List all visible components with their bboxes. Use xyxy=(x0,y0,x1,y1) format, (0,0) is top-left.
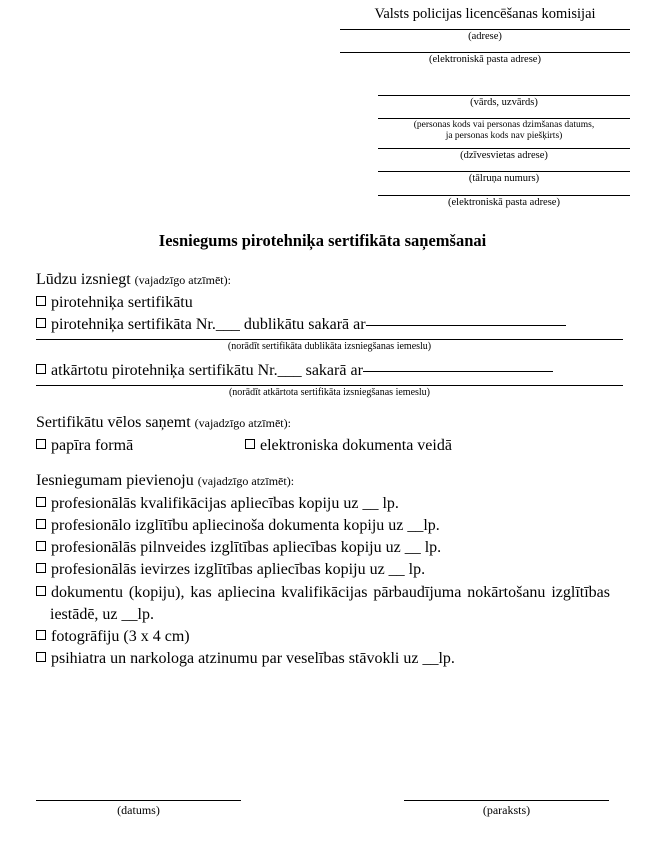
phone-field-rule xyxy=(378,171,630,172)
signature-caption: (paraksts) xyxy=(482,803,531,817)
applicant-email-field-rule xyxy=(378,195,630,196)
repeat-reason-input[interactable] xyxy=(363,371,553,372)
attachment-item-label: profesionālās ievirzes izglītības apliecības kopiju uz __ lp. xyxy=(51,561,426,579)
attachment-item-label: profesionālās pilnveides izglītības apliecības kopiju uz __ lp. xyxy=(51,539,442,557)
attachments-intro xyxy=(36,470,623,491)
request-option-duplicate[interactable] xyxy=(36,314,623,336)
receive-option-paper[interactable] xyxy=(36,435,241,457)
residence-field-rule xyxy=(378,148,630,149)
checkbox-icon[interactable] xyxy=(36,364,46,374)
address-field-rule xyxy=(340,29,630,30)
name-field-caption: (vārds, uzvārds) xyxy=(470,96,538,108)
checkbox-icon[interactable] xyxy=(36,296,46,306)
receive-intro xyxy=(36,412,623,433)
page-title: Iesniegums pirotehniķa sertifikāta saņemšanai xyxy=(158,230,487,250)
attachment-item[interactable] xyxy=(36,515,623,537)
name-field-rule xyxy=(378,95,630,96)
attachment-item-label: profesionālās kvalifikācijas apliecības kopiju uz __ lp. xyxy=(51,495,399,513)
receive-intro-note: (vajadzīgo atzīmēt): xyxy=(194,415,291,430)
email-field-caption: (elektroniskā pasta adrese) xyxy=(429,54,541,66)
signature-line[interactable] xyxy=(404,800,609,801)
applicant-email-field-caption: (elektroniskā pasta adrese) xyxy=(448,196,560,208)
repeat-reason-rule[interactable] xyxy=(36,385,623,386)
attachments-intro-main: Iesniegumam pievienoju xyxy=(36,472,194,490)
attachment-item[interactable] xyxy=(36,582,610,626)
personal-code-field-caption: (personas kods vai personas dzimšanas datums, ja personas kods nav piešķirts) xyxy=(413,119,595,141)
request-option-certificate[interactable] xyxy=(36,292,623,314)
attachment-item[interactable] xyxy=(36,493,623,515)
request-option-duplicate-label: pirotehniķa sertifikāta Nr.___ dublikātu sakarā ar xyxy=(51,315,366,333)
receive-option-electronic[interactable] xyxy=(245,437,452,454)
request-intro xyxy=(36,269,623,290)
date-caption: (datums) xyxy=(117,803,160,817)
attachment-item[interactable] xyxy=(36,537,623,559)
attachment-item[interactable] xyxy=(36,626,623,648)
checkbox-icon[interactable] xyxy=(36,519,46,529)
receive-intro-main: Sertifikātu vēlos saņemt xyxy=(36,413,191,431)
attachment-item[interactable] xyxy=(36,648,623,670)
personal-code-field-rule xyxy=(378,118,630,119)
checkbox-icon[interactable] xyxy=(245,439,255,449)
header-spacer xyxy=(340,76,630,95)
checkbox-icon[interactable] xyxy=(36,497,46,507)
checkbox-icon[interactable] xyxy=(36,630,46,640)
residence-field-caption: (dzīvesvietas adrese) xyxy=(460,150,548,162)
checkbox-icon[interactable] xyxy=(36,563,46,573)
attachments-intro-note: (vajadzīgo atzīmēt): xyxy=(197,474,295,489)
receive-option-electronic-label: elektroniska dokumenta veidā xyxy=(260,437,452,455)
receive-option-paper-label: papīra formā xyxy=(51,437,134,455)
repeat-reason-caption: (norādīt atkārtota sertifikāta izsniegšanas iemeslu) xyxy=(228,386,431,398)
header-block xyxy=(340,0,630,209)
attachment-item-label: dokumentu (kopiju), kas apliecina kvalifikācijas pārbaudījuma nokārtošanu izglītības iestādē, uz __lp. xyxy=(50,583,610,623)
duplicate-reason-rule[interactable] xyxy=(36,339,623,340)
attachment-item-label: psihiatra un narkologa atzinumu par veselības stāvokli uz __lp. xyxy=(51,649,455,667)
receive-options-row xyxy=(36,435,623,457)
request-intro-main: Lūdzu izsniegt xyxy=(36,270,131,288)
email-field-rule xyxy=(340,52,630,53)
checkbox-icon[interactable] xyxy=(36,439,46,449)
request-option-repeat-label: atkārtotu pirotehniķa sertifikātu Nr.___ sakarā ar xyxy=(51,361,363,379)
checkbox-icon[interactable] xyxy=(36,318,46,328)
date-line[interactable] xyxy=(36,800,241,801)
attachment-item-label: fotogrāfiju (3 x 4 cm) xyxy=(51,627,190,645)
phone-field-caption: (tālruņa numurs) xyxy=(468,173,540,185)
checkbox-icon[interactable] xyxy=(36,652,46,662)
addressee-line: Valsts policijas licencēšanas komisijai xyxy=(374,6,596,22)
date-field[interactable] xyxy=(36,800,241,818)
duplicate-reason-input[interactable] xyxy=(366,325,566,326)
request-intro-note: (vajadzīgo atzīmēt): xyxy=(134,272,231,287)
address-field-caption: (adrese) xyxy=(468,31,502,43)
document-body xyxy=(0,269,645,670)
request-option-repeat[interactable] xyxy=(36,360,623,382)
checkbox-icon[interactable] xyxy=(36,541,46,551)
duplicate-reason-caption: (norādīt sertifikāta dublikāta izsniegšanas iemeslu) xyxy=(227,340,432,352)
signature-field[interactable] xyxy=(404,800,609,818)
attachment-item[interactable] xyxy=(36,559,623,581)
signature-row xyxy=(36,800,609,818)
spacer xyxy=(36,457,623,470)
request-option-certificate-label: pirotehniķa sertifikātu xyxy=(51,293,193,311)
attachment-item-label: profesionālo izglītību apliecinoša dokumenta kopiju uz __lp. xyxy=(51,517,440,535)
checkbox-icon[interactable] xyxy=(36,586,46,596)
